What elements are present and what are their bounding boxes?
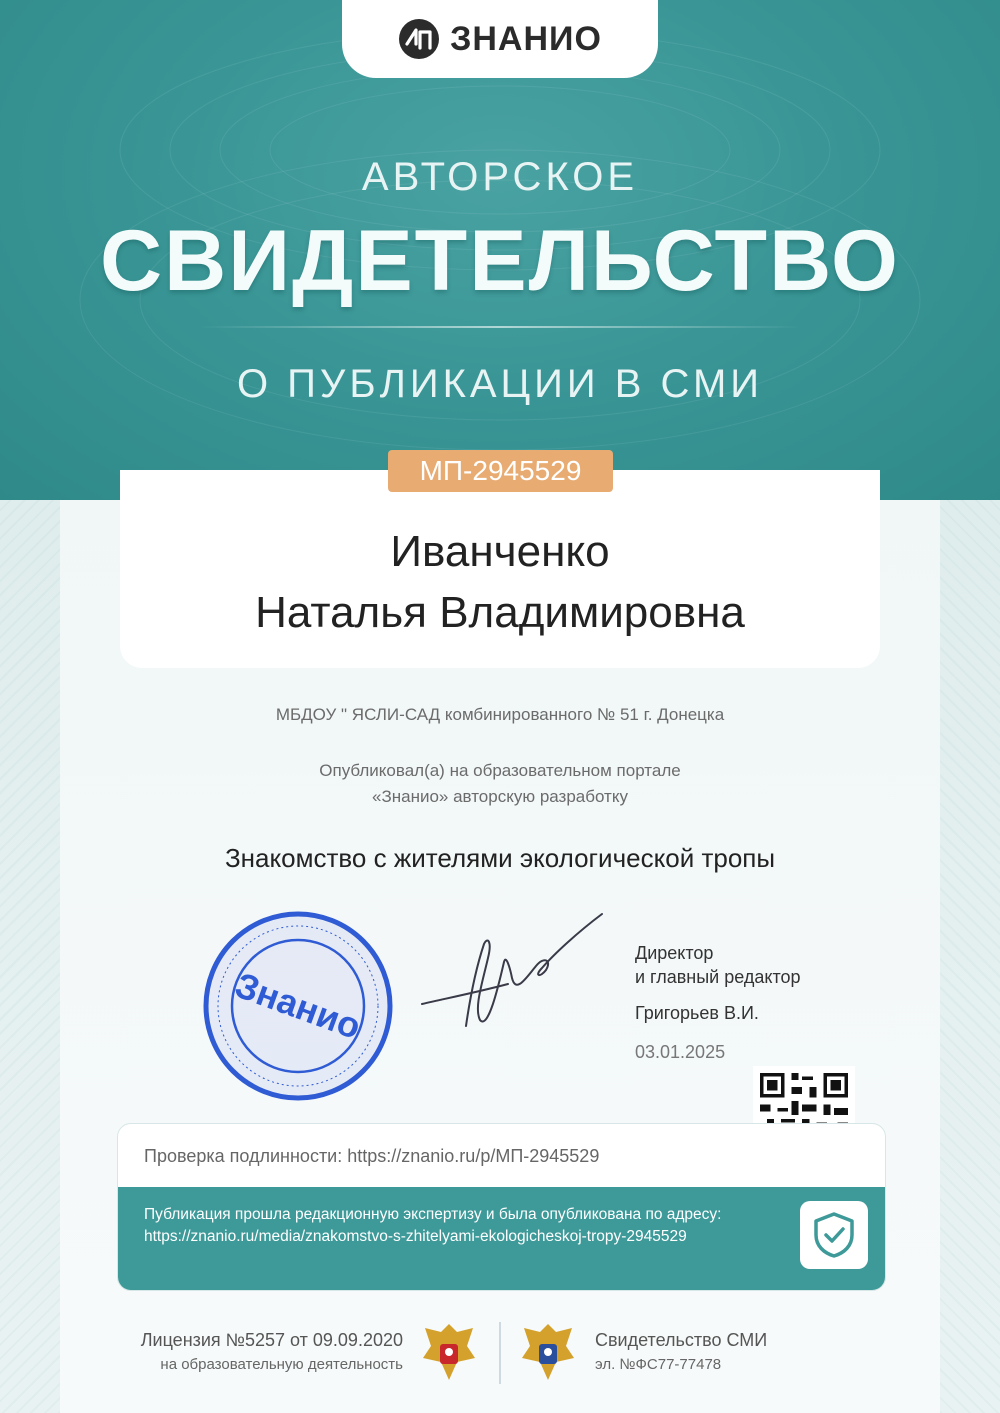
brand-name: ЗНАНИО: [450, 19, 602, 58]
signatory-name: Григорьев В.И.: [635, 1003, 759, 1023]
published-line-1: Опубликовал(а) на образовательном портале: [319, 761, 681, 780]
verification-link[interactable]: Проверка подлинности: https://znanio.ru/p/МП-2945529: [144, 1146, 600, 1166]
heading-main: СВИДЕТЕЛЬСТВО: [100, 213, 900, 309]
heading-line3: О ПУБЛИКАЦИИ В СМИ: [236, 362, 764, 406]
verification-card: [117, 1123, 886, 1291]
coat-of-arms-icon: [413, 1318, 485, 1386]
official-stamp: [200, 908, 396, 1104]
brand-logo: [342, 0, 658, 78]
verification-note: Публикация прошла редакционную экспертизу и была опубликована по адресу:: [144, 1206, 722, 1223]
published-line-2: «Знанио» авторскую разработку: [372, 787, 628, 806]
media-cert-line2: эл. №ФС77-77478: [595, 1356, 722, 1373]
verification-band: [118, 1187, 885, 1290]
znanio-logo-icon: [398, 18, 440, 60]
ministry-emblem-icon: [512, 1318, 584, 1386]
stamp-text: Знанио: [229, 964, 367, 1048]
heading-line1: АВТОРСКОЕ: [361, 155, 639, 199]
license-line2: на образовательную деятельность: [160, 1356, 403, 1373]
shield-check-icon: [800, 1201, 868, 1269]
issue-date: 03.01.2025: [635, 1042, 726, 1062]
heading-divider: [200, 326, 800, 328]
certificate-id-badge: МП-2945529: [388, 450, 613, 492]
publication-url[interactable]: https://znanio.ru/media/znakomstvo-s-zhitelyami-ekologicheskoj-tropy-2945529: [144, 1228, 687, 1245]
footer-divider: [499, 1322, 501, 1384]
signatory-role-1: Директор: [635, 943, 714, 963]
work-title: Знакомство с жителями экологической тропы: [224, 843, 776, 873]
media-cert-line1: Свидетельство СМИ: [595, 1330, 768, 1350]
signature: [418, 908, 608, 1038]
recipient-given-name: Наталья Владимировна: [255, 588, 745, 637]
signatory-role-2: и главный редактор: [635, 967, 801, 987]
recipient-surname: Иванченко: [390, 527, 610, 576]
organization: МБДОУ " ЯСЛИ-САД комбинированного № 51 г. Донецка: [275, 705, 725, 724]
license-line1: Лицензия №5257 от 09.09.2020: [140, 1330, 403, 1350]
